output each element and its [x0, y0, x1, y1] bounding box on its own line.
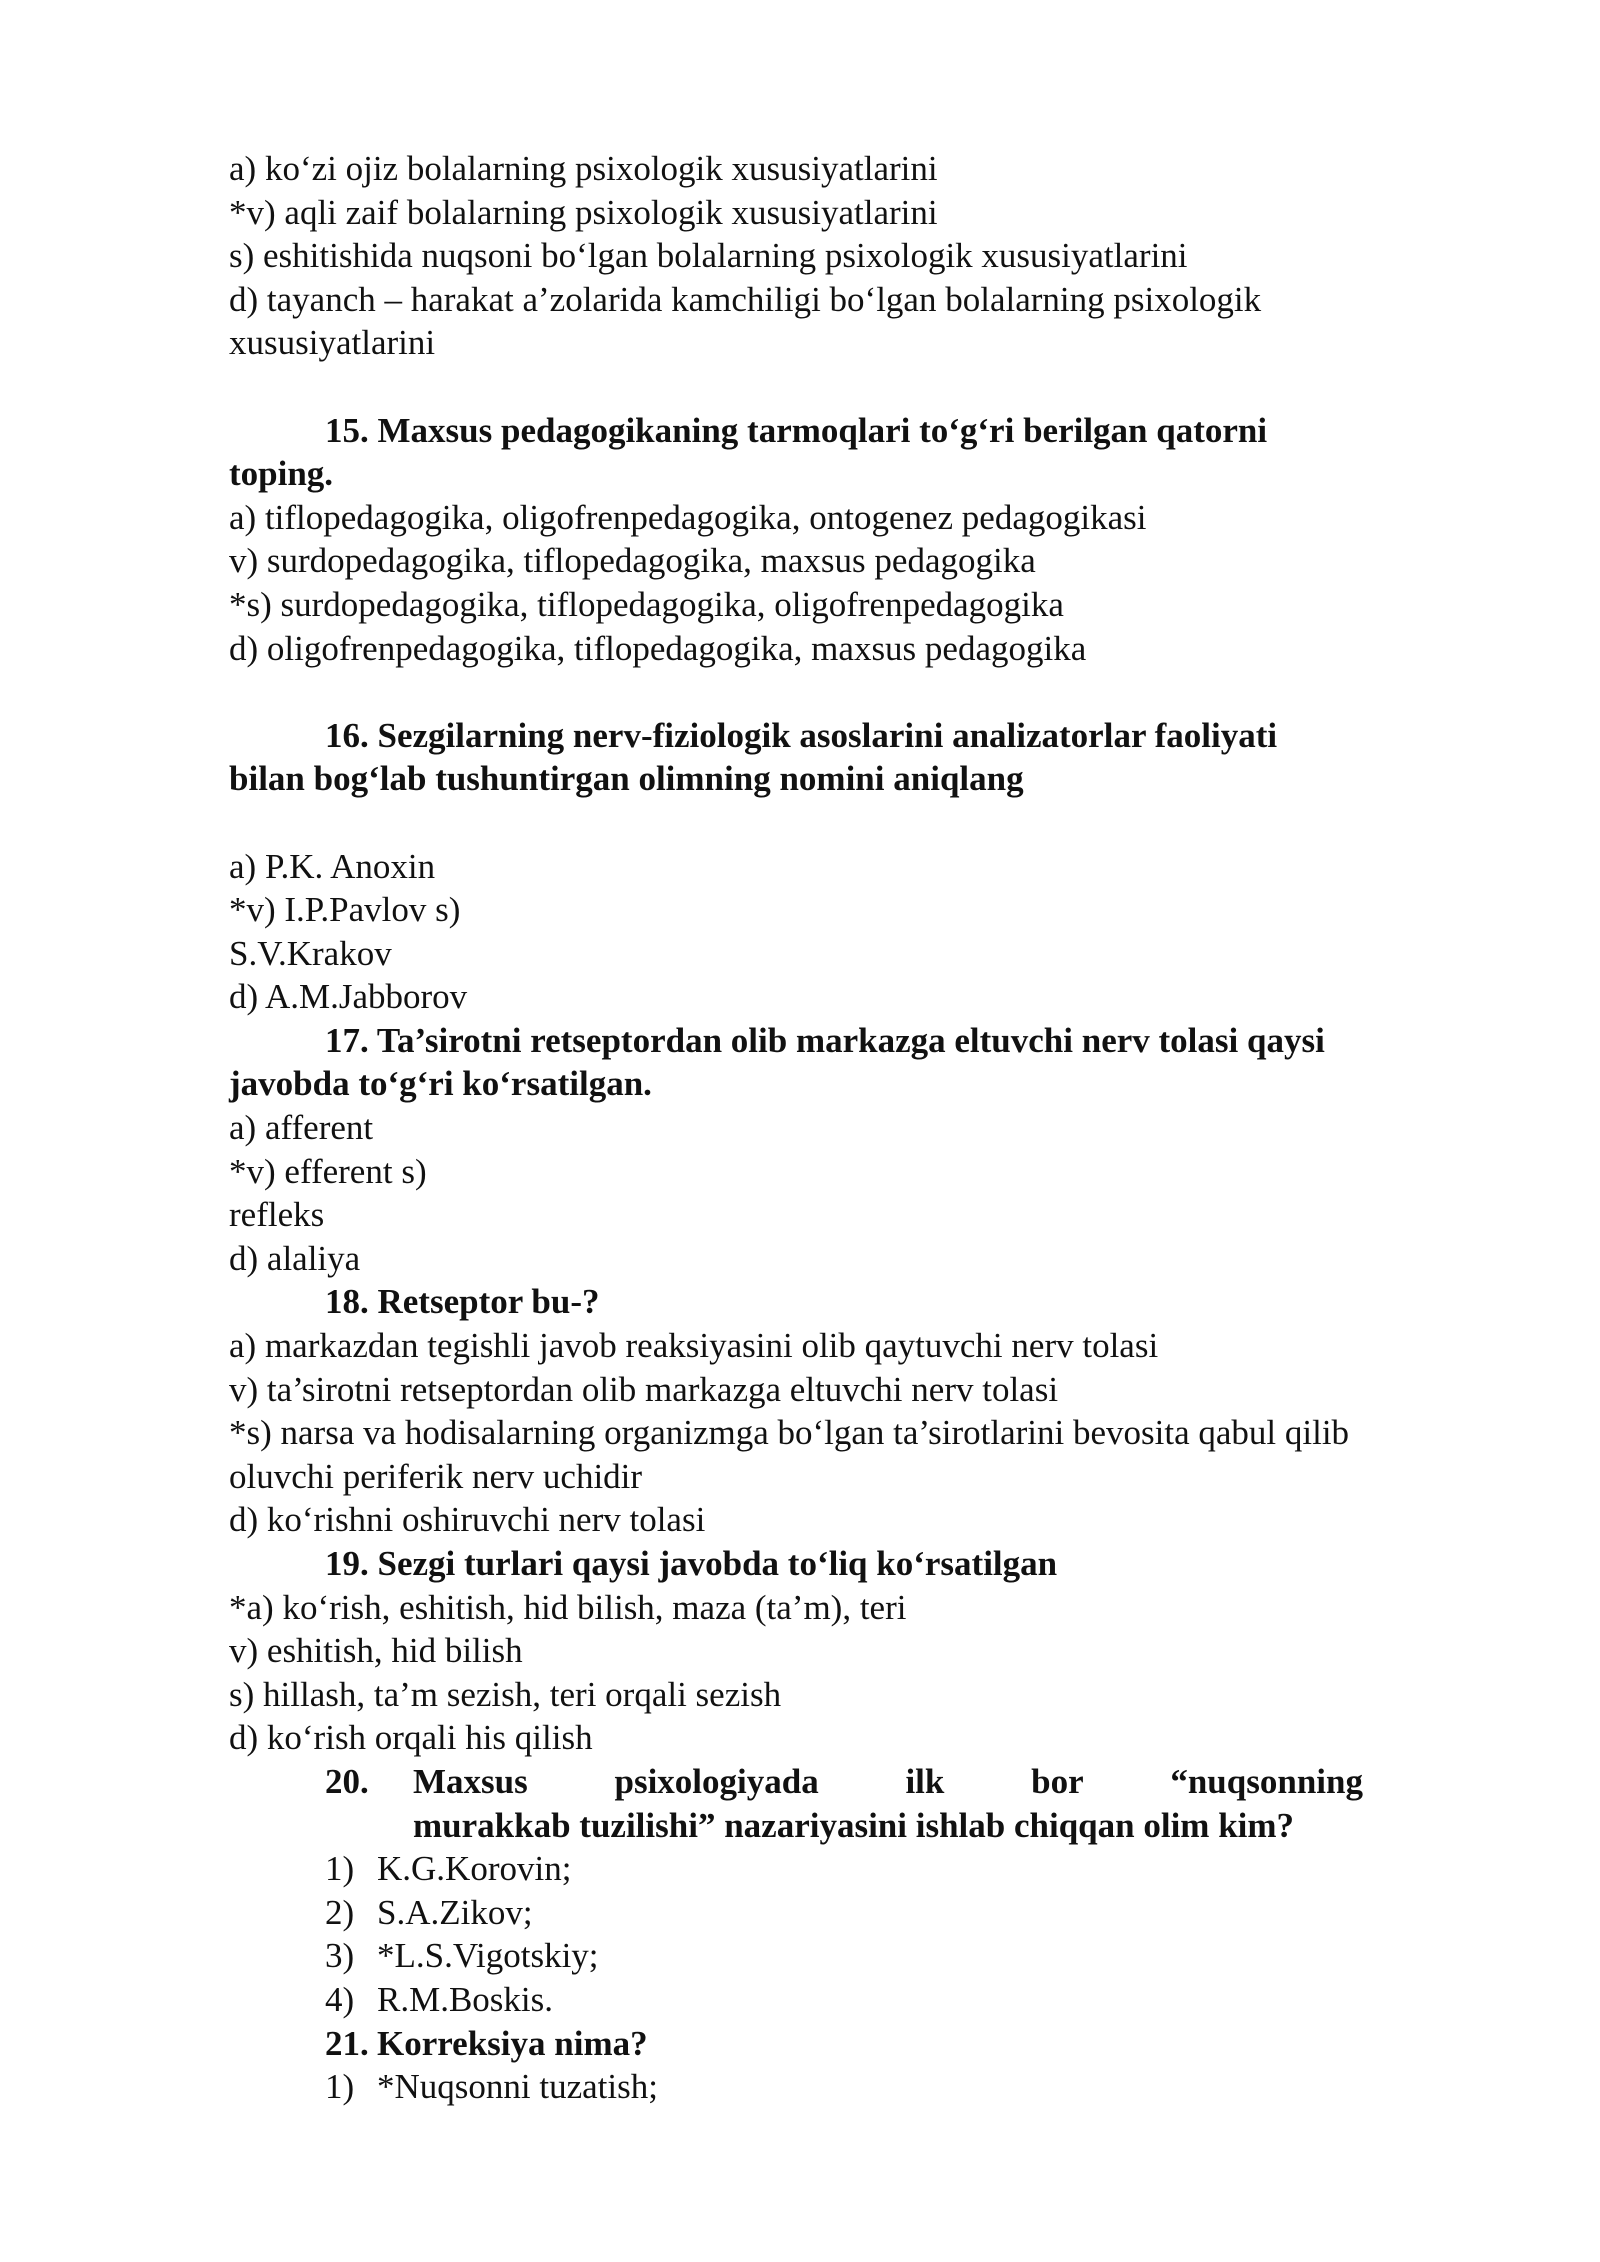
option-text: K.G.Korovin;: [377, 1849, 572, 1889]
option-number: 4): [325, 1979, 355, 2019]
q20-title: [229, 1760, 1459, 1847]
q15-title: 15. Maxsus pedagogikaning tarmoqlari to‘g‘ri berilgan qatorni: [325, 410, 1268, 450]
q14-option-s: s) eshitishida nuqsoni bo‘lgan bolalarning psixologik xususiyatlarini: [229, 236, 1188, 276]
option-number: 1): [325, 1849, 355, 1889]
q20-option-1: [229, 1847, 1459, 1891]
q15-option-d: d) oligofrenpedagogika, tiflopedagogika, maxsus pedagogika: [229, 628, 1087, 668]
q20-option-3: [229, 1934, 1459, 1978]
q18-option-d: d) ko‘rishni oshiruvchi nerv tolasi: [229, 1500, 706, 1540]
q18-option-s: *s) narsa va hodisalarning organizmga bo‘lgan ta’sirotlarini bevosita qabul qilib: [229, 1413, 1350, 1453]
question-17: [229, 1019, 1459, 1281]
q20-word: “nuqsonning: [1170, 1761, 1363, 1801]
q20-word: bor: [1031, 1761, 1084, 1801]
q21-number: 21.: [325, 2023, 369, 2063]
option-text: *Nuqsonni tuzatish;: [377, 2067, 658, 2107]
q17-option-a: a) afferent: [229, 1108, 374, 1148]
option-number: 3): [325, 1936, 355, 1976]
option-text: R.M.Boskis.: [377, 1979, 554, 2019]
q20-option-2: [229, 1891, 1459, 1935]
q14-options: [229, 147, 1459, 365]
q15-option-s: *s) surdopedagogika, tiflopedagogika, oligofrenpedagogika: [229, 584, 1064, 624]
question-20: [229, 1760, 1459, 2022]
q14-option-d: d) tayanch – harakat a’zolarida kamchiligi bo‘lgan bolalarning psixologik: [229, 279, 1262, 319]
q19-option-a: *a) ko‘rish, eshitish, hid bilish, maza (ta’m), teri: [229, 1587, 907, 1627]
q20-title-line1: [413, 1760, 1363, 1804]
q19-option-s: s) hillash, ta’m sezish, teri orqali sezish: [229, 1674, 782, 1714]
q19-option-d: d) ko‘rish orqali his qilish: [229, 1718, 593, 1758]
q17-option-d: d) alaliya: [229, 1238, 361, 1278]
q21-option-1: [229, 2065, 1459, 2109]
q15-option-a: a) tiflopedagogika, oligofrenpedagogika, ontogenez pedagogikasi: [229, 497, 1147, 537]
q16-title: 16. Sezgilarning nerv-fiziologik asoslarini analizatorlar faoliyati: [325, 715, 1278, 755]
question-19: [229, 1542, 1459, 1760]
question-18: [229, 1280, 1459, 1542]
q16-option-a: a) P.K. Anoxin: [229, 846, 436, 886]
option-number: 1): [325, 2067, 355, 2107]
q14-option-a: a) ko‘zi ojiz bolalarning psixologik xususiyatlarini: [229, 149, 938, 188]
q15-title-cont: toping.: [229, 454, 334, 494]
option-text: S.A.Zikov;: [377, 1892, 533, 1932]
option-number: 2): [325, 1892, 355, 1932]
q17-option-v: *v) efferent s): [229, 1151, 427, 1191]
q17-option-s: refleks: [229, 1195, 325, 1235]
q17-title-cont: javobda to‘g‘ri ko‘rsatilgan.: [229, 1064, 652, 1104]
q18-option-a: a) markazdan tegishli javob reaksiyasini olib qaytuvchi nerv tolasi: [229, 1326, 1159, 1366]
q20-word: ilk: [905, 1761, 945, 1801]
spacer: [229, 365, 1459, 409]
question-21: [229, 2022, 1459, 2109]
q19-option-v: v) eshitish, hid bilish: [229, 1631, 523, 1671]
q14-option-d-cont: xususiyatlarini: [229, 323, 436, 363]
q16-option-d: d) A.M.Jabborov: [229, 977, 468, 1017]
q20-word: Maxsus: [413, 1761, 528, 1801]
spacer: [229, 801, 1459, 845]
option-text: *L.S.Vigotskiy;: [377, 1936, 599, 1976]
q14-option-v: *v) aqli zaif bolalarning psixologik xususiyatlarini: [229, 192, 938, 232]
spacer: [229, 670, 1459, 714]
question-16: [229, 714, 1459, 1019]
q20-title-line2: murakkab tuzilishi” nazariyasini ishlab chiqqan olim kim?: [413, 1805, 1295, 1845]
question-15: [229, 409, 1459, 671]
q15-option-v: v) surdopedagogika, tiflopedagogika, maxsus pedagogika: [229, 541, 1036, 581]
q20-option-4: [229, 1978, 1459, 2022]
q16-option-s: S.V.Krakov: [229, 933, 392, 973]
q19-title: 19. Sezgi turlari qaysi javobda to‘liq ko‘rsatilgan: [325, 1544, 1058, 1583]
q21-text: Korreksiya nima?: [377, 2023, 648, 2063]
q18-option-v: v) ta’sirotni retseptordan olib markazga eltuvchi nerv tolasi: [229, 1369, 1059, 1409]
q20-number: 20.: [325, 1761, 369, 1801]
document-page: [229, 147, 1459, 2109]
q20-word: psixologiyada: [614, 1761, 819, 1801]
q17-title: 17. Ta’sirotni retseptordan olib markazga eltuvchi nerv tolasi qaysi: [325, 1020, 1325, 1060]
q21-title: [229, 2022, 1459, 2066]
q16-option-v: *v) I.P.Pavlov s): [229, 890, 461, 930]
q18-option-s-cont: oluvchi periferik nerv uchidir: [229, 1456, 643, 1496]
q18-title: 18. Retseptor bu-?: [325, 1282, 600, 1322]
q16-title-cont: bilan bog‘lab tushuntirgan olimning nomini aniqlang: [229, 759, 1024, 799]
